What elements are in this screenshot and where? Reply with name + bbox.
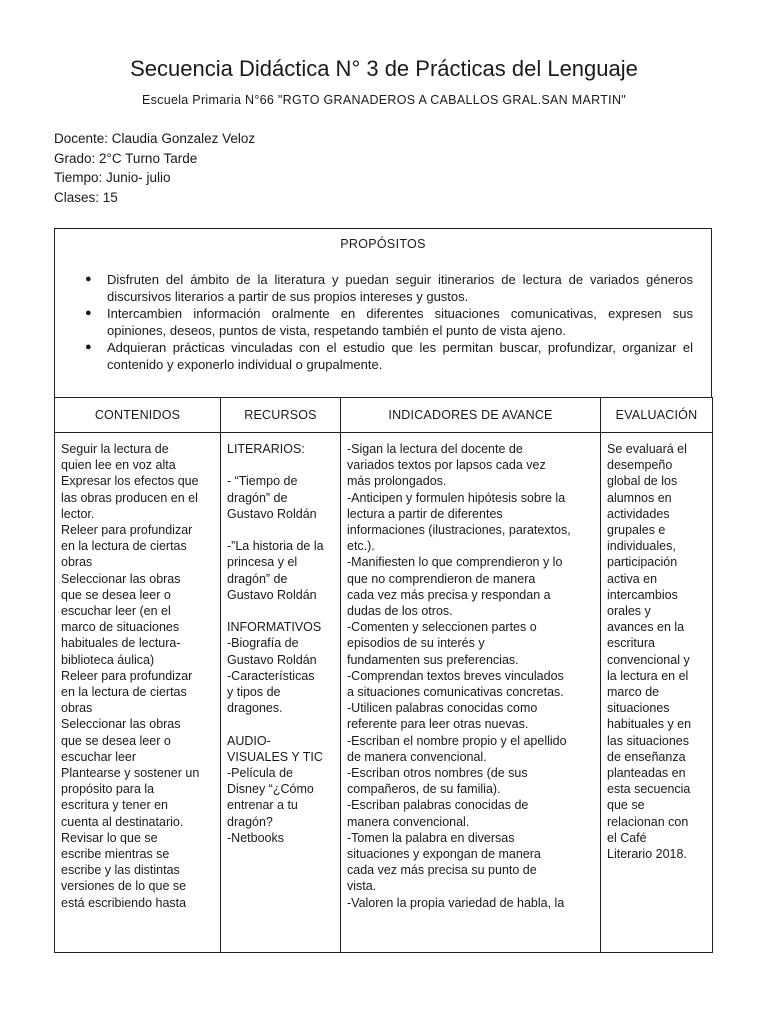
proposito-text: Disfruten del ámbito de la literatura y puedan seguir itinerarios de lectura de variados géneros discursivos literarios a partir de sus propios intereses y gustos. <box>107 272 693 304</box>
proposito-text: Adquieran prácticas vinculadas con el estudio que les permitan buscar, profundizar, organizar el contenido y exponerlo individual o grupalmente. <box>107 340 693 372</box>
table-header-row <box>55 398 713 433</box>
meta-docente: Docente: Claudia Gonzalez Veloz <box>54 131 256 146</box>
recursos-text: LITERARIOS: - “Tiempo de dragón” de Gustavo Roldán -”La historia de la princesa y el dragón” de Gustavo Roldán INFORMATIVOS -Biografía de Gustavo Roldán -Características y tipos de dragones. AUDIO- VISUALES Y TIC -Película de Disney “¿Cómo entrenar a tu dragón? -Netbooks <box>227 442 324 845</box>
evaluacion-text: Se evaluará el desempeño global de los alumnos en actividades grupales e individuales, participación activa en intercambios orales y avances en la escritura convencional y la lectura en el marco de situaciones habituales y en las situaciones de enseñanza planteadas en esta secuencia que se relacionan con el Café Literario 2018. <box>607 442 692 862</box>
propositos-list <box>83 271 693 373</box>
contenidos-text: Seguir la lectura de quien lee en voz alta Expresar los efectos que las obras producen en el lector. Releer para profundizar en la lectura de ciertas obras Seleccionar las obras que se desea leer o escuchar leer (en el marco de situaciones habituales de lectura- biblioteca áulica) Releer para profundizar en la lectura de ciertas obras Seleccionar las obras que se desea leer o escuchar leer Plantearse y sostener un propósito para la escritura y tener en cuenta al destinatario. Revisar lo que se escribe mientras se escribe y las distintas versiones de lo que se está escribiendo hasta <box>61 442 200 910</box>
header-contenidos: CONTENIDOS <box>55 398 221 433</box>
meta-tiempo: Tiempo: Junio- julio <box>54 170 171 185</box>
cell-contenidos <box>55 433 221 953</box>
header-indicadores: INDICADORES DE AVANCE <box>341 398 601 433</box>
document-title: Secuencia Didáctica N° 3 de Prácticas del Lenguaje <box>130 56 638 81</box>
bullet-icon: ● <box>85 273 92 285</box>
proposito-text: Intercambien información oralmente en diferentes situaciones comunicativas, expresen sus opiniones, deseos, puntos de vista, respetando también el punto de vista ajeno. <box>107 306 693 338</box>
school-name: Escuela Primaria N°66 "RGTO GRANADEROS A CABALLOS GRAL.SAN MARTIN" <box>141 93 627 107</box>
list-item <box>83 271 693 305</box>
planning-table <box>54 397 713 953</box>
list-item <box>83 339 693 373</box>
list-item <box>83 305 693 339</box>
propositos-heading: PROPÓSITOS <box>340 237 426 251</box>
propositos-section <box>54 228 712 398</box>
table-row <box>55 433 713 953</box>
bullet-icon: ● <box>85 341 92 353</box>
document-meta <box>54 129 255 207</box>
cell-evaluacion <box>601 433 713 953</box>
header-evaluacion: EVALUACIÓN <box>601 398 713 433</box>
cell-indicadores <box>341 433 601 953</box>
bullet-icon: ● <box>85 307 92 319</box>
indicadores-text: -Sigan la lectura del docente de variados textos por lapsos cada vez más prolongados. -Anticipen y formulen hipótesis sobre la lectura a partir de diferentes informaciones (ilustraciones, paratextos, etc.). -Manifiesten lo que comprendieron y lo que no comprendieron de manera cada vez más precisa y respondan a dudas de los otros. -Comenten y seleccionen partes o episodios de su interés y fundamenten sus preferencias. -Comprendan textos breves vinculados a situaciones comunicativas concretas. -Utilicen palabras conocidas como referente para leer otras nuevas. -Escriban el nombre propio y el apellido de manera convencional. -Escriban otros nombres (de sus compañeros, de su familia). -Escriban palabras conocidas de manera convencional. -Tomen la palabra en diversas situaciones y expongan de manera cada vez más precisa su punto de vista. -Valoren la propia variedad de habla, la <box>347 442 571 910</box>
header-recursos: RECURSOS <box>221 398 341 433</box>
cell-recursos <box>221 433 341 953</box>
meta-clases: Clases: 15 <box>54 189 118 205</box>
meta-grado: Grado: 2°C Turno Tarde <box>54 150 198 166</box>
